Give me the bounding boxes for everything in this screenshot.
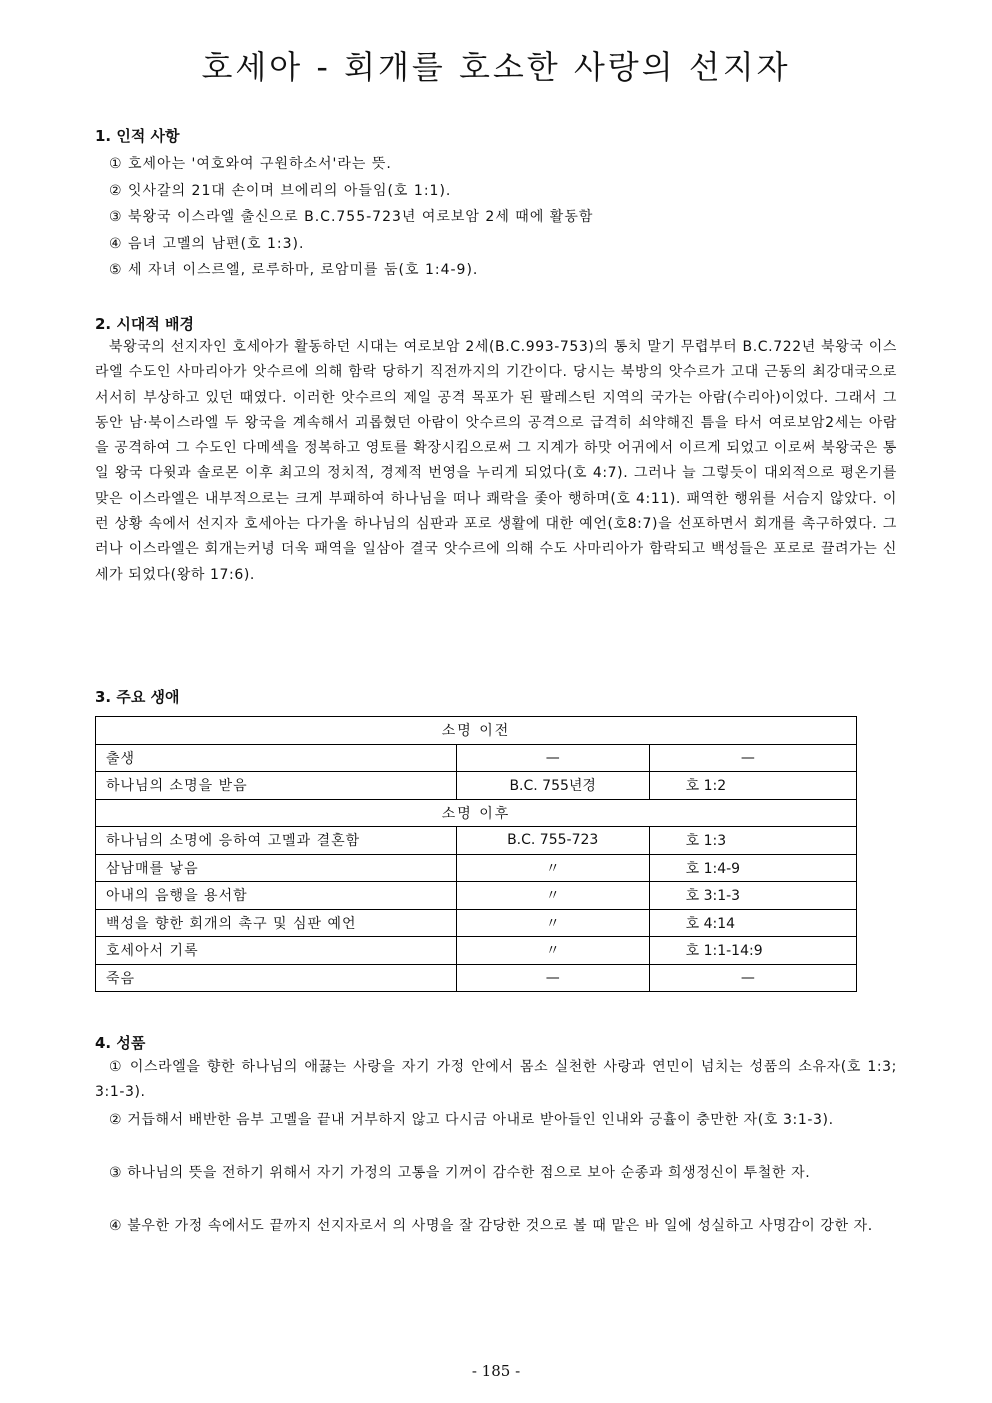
life-events-table bbox=[95, 716, 857, 992]
reference-cell: 호 4:14 bbox=[649, 909, 856, 937]
section-4-heading: 4. 성품 bbox=[95, 1034, 146, 1052]
table-row bbox=[96, 827, 857, 855]
reference-cell: 호 1:2 bbox=[649, 772, 856, 800]
table-row bbox=[96, 744, 857, 772]
section-4-item: ③ 하나님의 뜻을 전하기 위해서 자기 가정의 고통을 기꺼이 감수한 점으로 보아 순종과 희생정신이 투철한 자. bbox=[109, 1165, 811, 1181]
event-cell: 하나님의 소명에 응하여 고멜과 결혼함 bbox=[96, 827, 457, 855]
section-1-item: ④ 음녀 고멜의 남편(호 1:3). bbox=[109, 236, 305, 252]
date-cell: 〃 bbox=[456, 937, 649, 965]
section-1-item: ② 잇사갈의 21대 손이며 브에리의 아들임(호 1:1). bbox=[109, 183, 452, 199]
section-1-item: ⑤ 세 자녀 이스르엘, 로루하마, 로암미를 둠(호 1:4-9). bbox=[109, 262, 479, 278]
reference-cell: 호 3:1-3 bbox=[649, 882, 856, 910]
table-row bbox=[96, 909, 857, 937]
date-cell: B.C. 755년경 bbox=[456, 772, 649, 800]
date-cell: — bbox=[456, 744, 649, 772]
date-cell: B.C. 755-723 bbox=[456, 827, 649, 855]
section-1-item: ③ 북왕국 이스라엘 출신으로 B.C.755-723년 여로보암 2세 때에 활동함 bbox=[109, 209, 594, 225]
event-cell: 삼남매를 낳음 bbox=[96, 854, 457, 882]
event-cell: 호세아서 기록 bbox=[96, 937, 457, 965]
section-1-heading: 1. 인적 사항 bbox=[95, 127, 180, 145]
event-cell: 아내의 음행을 용서함 bbox=[96, 882, 457, 910]
section-4-item: ④ 불우한 가정 속에서도 끝까지 선지자로서 의 사명을 잘 감당한 것으로 볼 때 맡은 바 일에 성실하고 사명감이 강한 자. bbox=[109, 1218, 873, 1234]
table-row bbox=[96, 964, 857, 992]
reference-cell: — bbox=[649, 744, 856, 772]
reference-cell: — bbox=[649, 964, 856, 992]
section-4-item: ② 거듭해서 배반한 음부 고멜을 끝내 거부하지 않고 다시금 아내로 받아들인 인내와 긍휼이 충만한 자(호 3:1-3). bbox=[109, 1112, 834, 1128]
reference-cell: 호 1:3 bbox=[649, 827, 856, 855]
page-title: 호세아 - 회개를 호소한 사랑의 선지자 bbox=[201, 48, 791, 86]
table-row bbox=[96, 772, 857, 800]
group-after-label: 소명 이후 bbox=[96, 799, 857, 827]
date-cell: 〃 bbox=[456, 909, 649, 937]
section-3-heading: 3. 주요 생애 bbox=[95, 688, 180, 706]
date-cell: 〃 bbox=[456, 882, 649, 910]
event-cell: 죽음 bbox=[96, 964, 457, 992]
group-before-label: 소명 이전 bbox=[96, 717, 857, 745]
table-group-row bbox=[96, 799, 857, 827]
page-number: - 185 - bbox=[471, 1362, 521, 1380]
section-1-item: ① 호세아는 '여호와여 구원하소서'라는 뜻. bbox=[109, 156, 392, 172]
section-2-paragraph: 북왕국의 선지자인 호세아가 활동하던 시대는 여로보암 2세(B.C.993-753)의 통치 말기 무렵부터 B.C.722년 북왕국 이스라엘 수도인 사마리아가 앗수르에 의해 함락 당하기 직전까지의 기간이다. 당시는 북방의 앗수르가 고대 근동의 최강대국으로 서서히 부상하고 있던 때였다. 이러한 앗수르의 제일 공격 목포가 된 팔레스틴 지역의 국가는 아람(수리아)이었다. 그래서 그 동안 남·북이스라엘 두 왕국을 계속해서 괴롭혔던 아람이 앗수르의 공격으로 급격히 쇠약해진 틈을 타서 여로보암2세는 아람을 공격하여 그 수도인 다메섹을 정복하고 영토를 확장시킴으로써 그 지계가 하맛 어귀에서 이르게 되었고 이로써 북왕국은 통일 왕국 다윗과 솔로몬 이후 최고의 정치적, 경제적 번영을 누리게 되었다(호 4:7). 그러나 늘 그렇듯이 대외적으로 평온기를 맞은 이스라엘은 내부적으로는 크게 부패하여 하나님을 떠나 쾌락을 좇아 행하며(호 4:11). 패역한 행위를 서슴지 않았다. 이런 상황 속에서 선지자 호세아는 다가올 하나님의 심판과 포로 생활에 대한 예언(호8:7)을 선포하면서 회개를 촉구하였다. 그러나 이스라엘은 회개는커녕 더욱 패역을 일삼아 결국 앗수르에 의해 수도 사마리아가 함락되고 백성들은 포로로 끌려가는 신세가 되었다(왕하 17:6). bbox=[95, 339, 897, 583]
date-cell: — bbox=[456, 964, 649, 992]
event-cell: 백성을 향한 회개의 촉구 및 심판 예언 bbox=[96, 909, 457, 937]
table-row bbox=[96, 937, 857, 965]
table-group-row bbox=[96, 717, 857, 745]
event-cell: 하나님의 소명을 받음 bbox=[96, 772, 457, 800]
reference-cell: 호 1:4-9 bbox=[649, 854, 856, 882]
table-row bbox=[96, 854, 857, 882]
reference-cell: 호 1:1-14:9 bbox=[649, 937, 856, 965]
section-4-item: ① 이스라엘을 향한 하나님의 애끓는 사랑을 자기 가정 안에서 몸소 실천한 사랑과 연민이 넘치는 성품의 소유자(호 1:3; 3:1-3). bbox=[95, 1059, 897, 1101]
section-2-heading: 2. 시대적 배경 bbox=[95, 315, 195, 333]
date-cell: 〃 bbox=[456, 854, 649, 882]
event-cell: 출생 bbox=[96, 744, 457, 772]
table-row bbox=[96, 882, 857, 910]
